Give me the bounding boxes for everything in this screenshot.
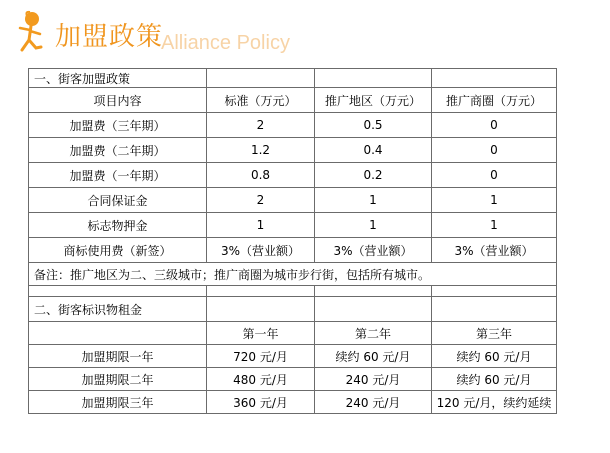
table-cell: 120 元/月，续约延续 [432,391,557,414]
table-cell: 0 [432,163,557,188]
section2-header-row [29,322,557,345]
column-header [29,322,207,345]
section1-title-row [29,69,557,88]
policy-table [28,68,557,414]
column-header: 推广商圈（万元） [432,88,557,113]
spacer-row [29,286,557,297]
section2-title: 二、街客标识物租金 [29,297,207,322]
table-cell: 3%（营业额） [315,238,432,263]
table-row [29,368,557,391]
section1-header-row [29,88,557,113]
table-cell: 加盟费（三年期） [29,113,207,138]
table-cell: 2 [207,188,315,213]
table-cell: 1 [207,213,315,238]
column-header: 第三年 [432,322,557,345]
column-header: 推广地区（万元） [315,88,432,113]
table-row [29,238,557,263]
table-cell: 0.2 [315,163,432,188]
table-row [29,188,557,213]
table-cell: 加盟期限三年 [29,391,207,414]
table-row [29,163,557,188]
section2-title-row [29,297,557,322]
table-cell: 0.4 [315,138,432,163]
table-cell: 0.8 [207,163,315,188]
table-cell: 续约 60 元/月 [432,368,557,391]
table-cell: 续约 60 元/月 [315,345,432,368]
column-header: 项目内容 [29,88,207,113]
section1-title: 一、街客加盟政策 [29,69,207,88]
table-row [29,138,557,163]
table-cell: 3%（营业额） [207,238,315,263]
table-cell: 240 元/月 [315,368,432,391]
table-cell: 2 [207,113,315,138]
table-cell: 合同保证金 [29,188,207,213]
table-cell: 3%（营业额） [432,238,557,263]
column-header: 第二年 [315,322,432,345]
page-subtitle: Alliance Policy [161,32,290,54]
table-cell: 续约 60 元/月 [432,345,557,368]
table-cell: 360 元/月 [207,391,315,414]
note-text: 备注：推广地区为二、三级城市；推广商圈为城市步行街，包括所有城市。 [29,263,557,286]
table-cell: 加盟费（二年期） [29,138,207,163]
table-cell: 1 [315,213,432,238]
table-row [29,391,557,414]
note-row [29,263,557,286]
column-header: 标准（万元） [207,88,315,113]
table-cell: 加盟费（一年期） [29,163,207,188]
table-cell: 240 元/月 [315,391,432,414]
table-cell: 0.5 [315,113,432,138]
table-cell: 0 [432,113,557,138]
table-cell: 1 [432,188,557,213]
mascot-logo-icon [14,10,48,54]
table-row [29,213,557,238]
table-cell: 标志物押金 [29,213,207,238]
table-cell: 1 [315,188,432,213]
table-row [29,345,557,368]
column-header: 第一年 [207,322,315,345]
table-cell: 0 [432,138,557,163]
table-cell: 480 元/月 [207,368,315,391]
table-cell: 1 [432,213,557,238]
table-cell: 1.2 [207,138,315,163]
table-cell: 720 元/月 [207,345,315,368]
table-cell: 加盟期限一年 [29,345,207,368]
table-cell: 商标使用费（新签） [29,238,207,263]
table-cell: 加盟期限二年 [29,368,207,391]
table-row [29,113,557,138]
page-title: 加盟政策 [55,22,164,52]
